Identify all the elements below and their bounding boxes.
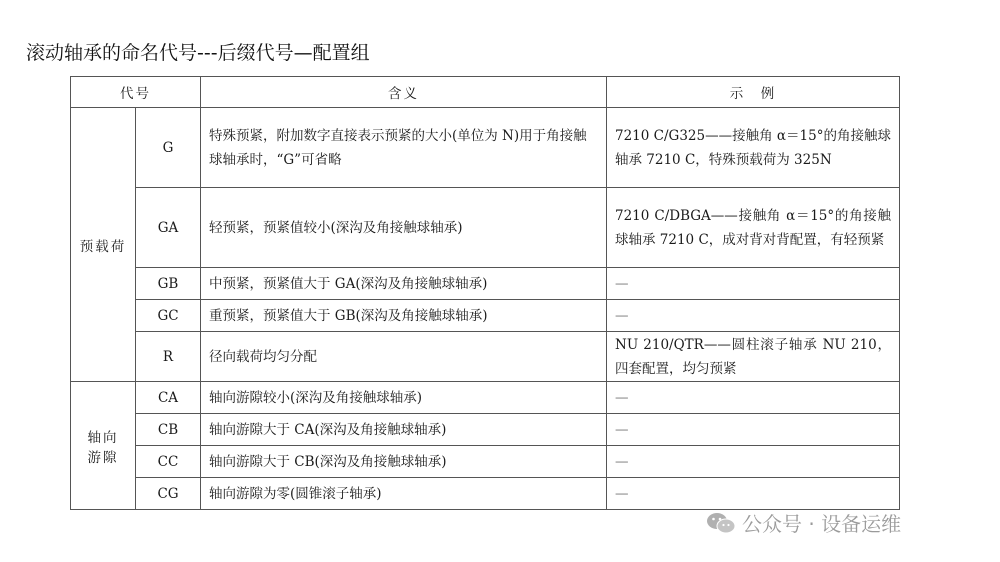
header-meaning: 含义 (201, 77, 607, 108)
watermark (706, 508, 901, 537)
header-example: 示 例 (607, 77, 900, 108)
row-code: GB (136, 268, 201, 300)
row-code: CB (136, 414, 201, 446)
row-code: G (136, 108, 201, 188)
row-example: — (607, 300, 900, 332)
row-code: R (136, 332, 201, 382)
row-example: — (607, 414, 900, 446)
row-code: GC (136, 300, 201, 332)
row-code: CC (136, 446, 201, 478)
row-example: NU 210/QTR——圆柱滚子轴承 NU 210，四套配置，均匀预紧 (607, 332, 900, 382)
table-row (71, 188, 900, 268)
table-row (71, 446, 900, 478)
table-header-row (71, 77, 900, 108)
row-code: CA (136, 382, 201, 414)
row-meaning: 轻预紧，预紧值较小(深沟及角接触球轴承) (201, 188, 607, 268)
page-title: 滚动轴承的命名代号---后缀代号—配置组 (26, 42, 370, 64)
table-row (71, 332, 900, 382)
row-meaning: 中预紧，预紧值大于 GA(深沟及角接触球轴承) (201, 268, 607, 300)
table-row (71, 382, 900, 414)
row-code: GA (136, 188, 201, 268)
row-meaning: 轴向游隙为零(圆锥滚子轴承) (201, 478, 607, 510)
table-row (71, 300, 900, 332)
table-row (71, 108, 900, 188)
table-row (71, 478, 900, 510)
header-code: 代号 (71, 77, 201, 108)
row-meaning: 轴向游隙大于 CA(深沟及角接触球轴承) (201, 414, 607, 446)
table-row (71, 268, 900, 300)
row-example: — (607, 478, 900, 510)
group-preload: 预载荷 (71, 108, 136, 382)
bearing-config-table (70, 76, 900, 510)
group-axial-clearance (71, 382, 136, 510)
row-code: CG (136, 478, 201, 510)
wechat-icon (706, 511, 736, 535)
row-meaning: 重预紧，预紧值大于 GB(深沟及角接触球轴承) (201, 300, 607, 332)
row-meaning: 特殊预紧，附加数字直接表示预紧的大小(单位为 N)用于角接触球轴承时，“G”可省略 (201, 108, 607, 188)
row-meaning: 轴向游隙较小(深沟及角接触球轴承) (201, 382, 607, 414)
row-example: — (607, 382, 900, 414)
group-axial-line2: 游隙 (87, 449, 119, 466)
row-meaning: 径向载荷均匀分配 (201, 332, 607, 382)
watermark-text: 公众号 · 设备运维 (742, 512, 902, 536)
row-example: — (607, 268, 900, 300)
row-meaning: 轴向游隙大于 CB(深沟及角接触球轴承) (201, 446, 607, 478)
table-row (71, 414, 900, 446)
group-axial-line1: 轴向 (87, 429, 119, 446)
row-example: 7210 C/G325——接触角 α＝15°的角接触球轴承 7210 C，特殊预载荷为 325N (607, 108, 900, 188)
row-example: 7210 C/DBGA——接触角 α＝15°的角接触球轴承 7210 C，成对背对背配置，有轻预紧 (607, 188, 900, 268)
row-example: — (607, 446, 900, 478)
